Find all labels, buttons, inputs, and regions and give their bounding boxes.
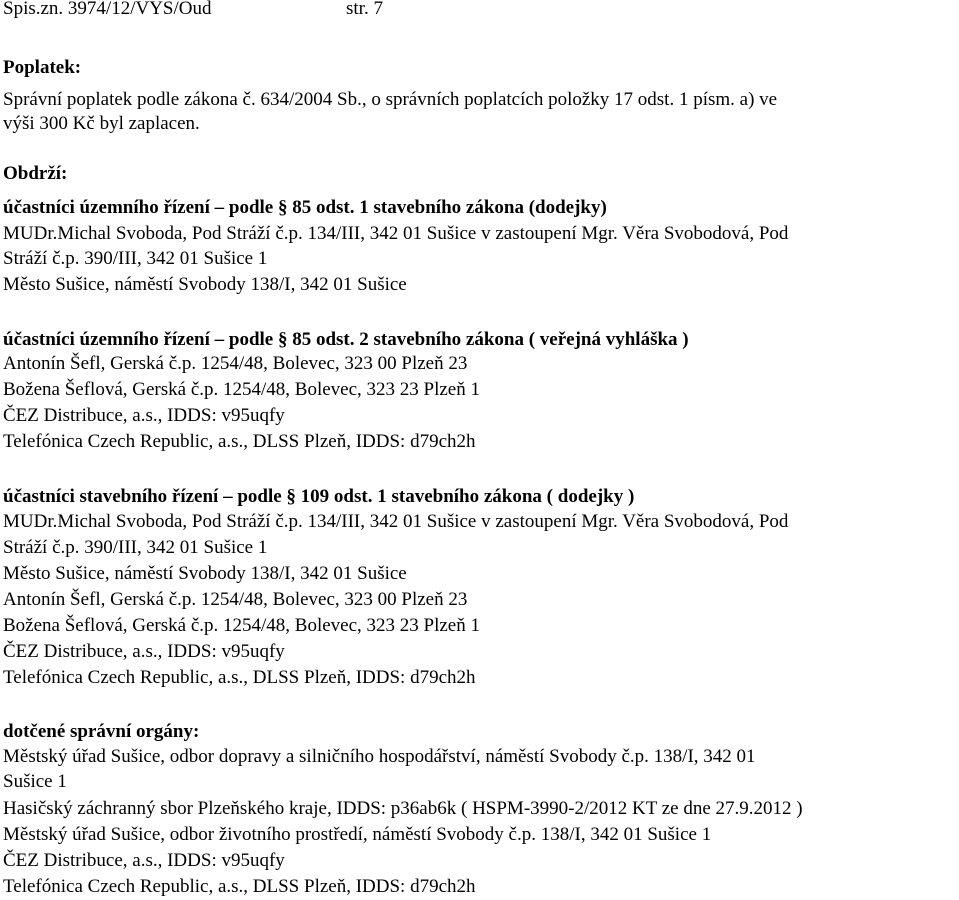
page-number: str. 7	[346, 0, 383, 19]
recipient-line: Telefónica Czech Republic, a.s., DLSS Plzeň, IDDS: d79ch2h	[3, 431, 476, 452]
fee-line: Správní poplatek podle zákona č. 634/2004 Sb., o správních poplatcích položky 17 odst. 1 písm. a) ve	[3, 89, 778, 110]
recipient-line: Městský úřad Sušice, odbor životního prostředí, náměstí Svobody č.p. 138/I, 342 01 Sušice 1	[3, 824, 712, 845]
recipient-line: Telefónica Czech Republic, a.s., DLSS Plzeň, IDDS: d79ch2h	[3, 876, 476, 897]
recipient-line: Město Sušice, náměstí Svobody 138/I, 342 01 Sušice	[3, 563, 407, 584]
recipient-line: Město Sušice, náměstí Svobody 138/I, 342 01 Sušice	[3, 274, 407, 295]
recipient-line: Stráží č.p. 390/III, 342 01 Sušice 1	[3, 248, 268, 269]
recipient-line: Městský úřad Sušice, odbor dopravy a silničního hospodářství, náměstí Svobody č.p. 138/I, 342 01	[3, 746, 756, 767]
fee-heading: Poplatek:	[3, 57, 82, 78]
section-heading-territorial-2: účastníci územního řízení – podle § 85 odst. 2 stavebního zákona ( veřejná vyhláška )	[3, 329, 689, 350]
recipient-line: MUDr.Michal Svoboda, Pod Stráží č.p. 134/III, 342 01 Sušice v zastoupení Mgr. Věra Svobodová, Pod	[3, 511, 789, 532]
recipient-line: MUDr.Michal Svoboda, Pod Stráží č.p. 134/III, 342 01 Sušice v zastoupení Mgr. Věra Svobodová, Pod	[3, 223, 789, 244]
recipient-line: ČEZ Distribuce, a.s., IDDS: v95uqfy	[3, 405, 285, 426]
recipient-line: Antonín Šefl, Gerská č.p. 1254/48, Bolevec, 323 00 Plzeň 23	[3, 353, 468, 374]
recipient-line: Božena Šeflová, Gerská č.p. 1254/48, Bolevec, 323 23 Plzeň 1	[3, 615, 480, 636]
recipient-line: Antonín Šefl, Gerská č.p. 1254/48, Bolevec, 323 00 Plzeň 23	[3, 589, 468, 610]
recipient-line: Stráží č.p. 390/III, 342 01 Sušice 1	[3, 537, 268, 558]
recipient-line: Sušice 1	[3, 771, 67, 792]
fee-line: výši 300 Kč byl zaplacen.	[3, 113, 200, 134]
file-reference: Spis.zn. 3974/12/VYS/Oud	[3, 0, 212, 19]
section-heading-territorial-1: účastníci územního řízení – podle § 85 odst. 1 stavebního zákona (dodejky)	[3, 197, 607, 218]
recipient-line: Božena Šeflová, Gerská č.p. 1254/48, Bolevec, 323 23 Plzeň 1	[3, 379, 480, 400]
section-heading-building: účastníci stavebního řízení – podle § 109 odst. 1 stavebního zákona ( dodejky )	[3, 486, 635, 507]
recipient-line: ČEZ Distribuce, a.s., IDDS: v95uqfy	[3, 850, 285, 871]
section-heading-authorities: dotčené správní orgány:	[3, 721, 200, 742]
recipient-line: Hasičský záchranný sbor Plzeňského kraje, IDDS: p36ab6k ( HSPM-3990-2/2012 KT ze dne 27.9.2012 )	[3, 798, 803, 819]
recipient-line: Telefónica Czech Republic, a.s., DLSS Plzeň, IDDS: d79ch2h	[3, 667, 476, 688]
recipient-line: ČEZ Distribuce, a.s., IDDS: v95uqfy	[3, 641, 285, 662]
recipients-heading: Obdrží:	[3, 163, 68, 184]
